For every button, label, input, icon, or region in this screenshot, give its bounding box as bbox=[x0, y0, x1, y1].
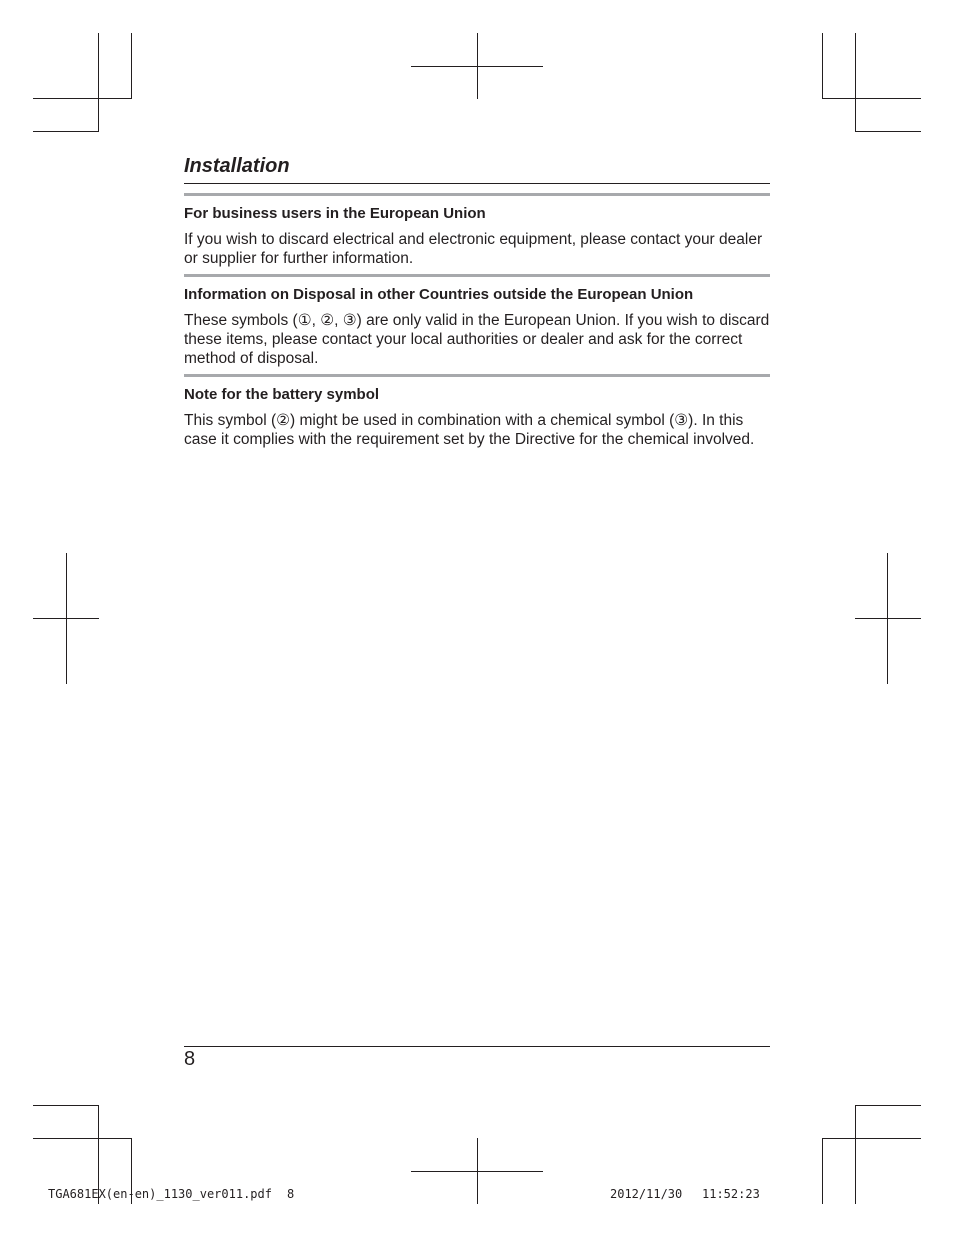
crop-mark bbox=[131, 33, 132, 99]
crop-mark bbox=[98, 33, 99, 132]
print-page-number: 8 bbox=[287, 1187, 295, 1201]
section-divider bbox=[184, 274, 770, 277]
crop-mark bbox=[855, 618, 921, 619]
print-date: 2012/11/30 bbox=[610, 1187, 683, 1201]
crop-mark bbox=[411, 1171, 543, 1172]
crop-mark bbox=[855, 1105, 921, 1106]
crop-mark bbox=[822, 1138, 823, 1204]
crop-mark bbox=[855, 33, 856, 132]
section-body: These symbols (①, ②, ③) are only valid in the European Union. If you wish to discard these items, please contact your local authorities or dealer and ask for the correct method of disposal. bbox=[184, 312, 770, 367]
crop-mark bbox=[33, 131, 99, 132]
crop-mark bbox=[822, 1138, 921, 1139]
crop-mark bbox=[33, 1138, 132, 1139]
section-heading: Note for the battery symbol bbox=[184, 386, 380, 403]
section-heading: For business users in the European Union bbox=[184, 205, 486, 222]
crop-mark bbox=[33, 98, 132, 99]
section-body: This symbol (②) might be used in combination with a chemical symbol (③). In this case it complies with the requirement set by the Directive for the chemical involved. bbox=[184, 412, 755, 448]
section-battery-symbol bbox=[184, 374, 770, 449]
crop-mark bbox=[822, 33, 823, 99]
section-disposal-outside-eu bbox=[184, 274, 770, 368]
page-number: 8 bbox=[184, 1048, 196, 1070]
crop-mark bbox=[855, 131, 921, 132]
crop-mark bbox=[855, 1105, 856, 1204]
section-business-users bbox=[184, 193, 770, 268]
crop-mark bbox=[411, 66, 543, 67]
footer-divider bbox=[184, 1046, 770, 1047]
print-time: 11:52:23 bbox=[702, 1187, 760, 1201]
title-divider bbox=[184, 183, 770, 184]
section-body: If you wish to discard electrical and electronic equipment, please contact your dealer or supplier for further information. bbox=[184, 231, 763, 267]
section-divider bbox=[184, 193, 770, 196]
crop-mark bbox=[33, 1105, 99, 1106]
print-filename: TGA681EX(en-en)_1130_ver011.pdf bbox=[48, 1187, 272, 1201]
section-heading: Information on Disposal in other Countries outside the European Union bbox=[184, 286, 694, 303]
crop-mark bbox=[822, 98, 921, 99]
crop-mark bbox=[33, 618, 99, 619]
page-title: Installation bbox=[184, 155, 290, 177]
section-divider bbox=[184, 374, 770, 377]
